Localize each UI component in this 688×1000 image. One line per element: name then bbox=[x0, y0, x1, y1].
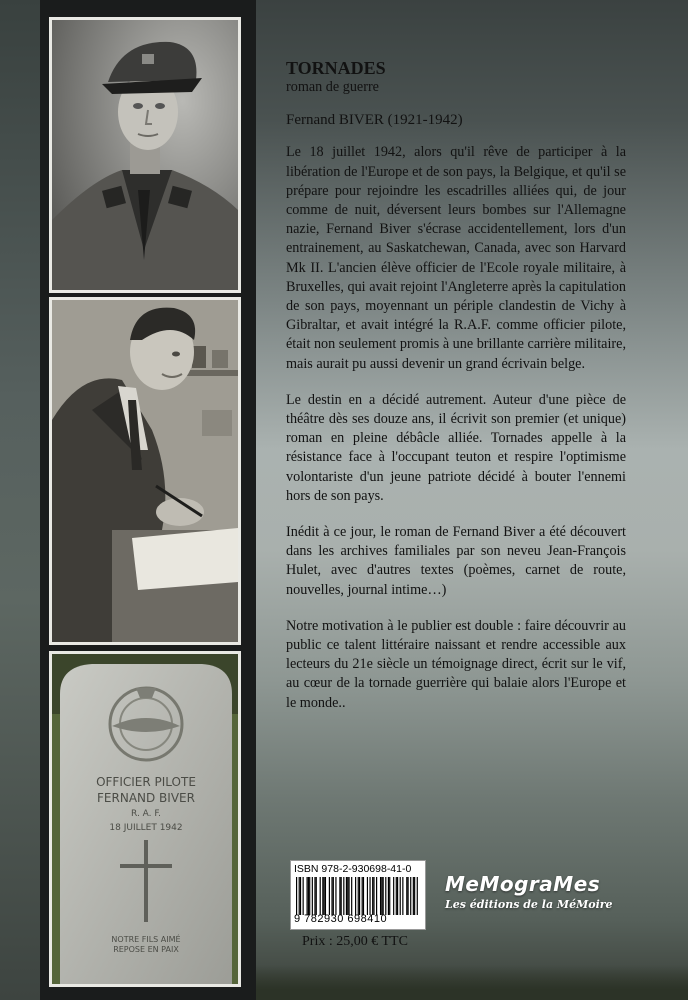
barcode-bar bbox=[312, 877, 313, 915]
barcode-bar bbox=[329, 877, 330, 915]
gravestone-epitaph2: REPOSE EN PAIX bbox=[113, 945, 179, 954]
publisher-tagline: Les éditions de la MéMoire bbox=[445, 898, 613, 911]
blurb-paragraph: Le destin en a décidé autrement. Auteur d'une pièce de théâtre dès ses douze ans, il écrivit son premier (et unique) roman en pleine débâcle alliée. Tornades appelle à la résistance face à l'occupant teuton et respire l'optimisme volontariste d'un jeune patriote décidé à bouter l'ennemi hors de son pays. bbox=[286, 391, 626, 504]
barcode-bar bbox=[316, 877, 317, 915]
barcode-bar bbox=[308, 877, 309, 915]
barcode-bar bbox=[339, 877, 340, 915]
gravestone-photo bbox=[49, 651, 241, 987]
price: Prix : 25,00 € TTC bbox=[302, 934, 408, 949]
barcode-bar bbox=[322, 877, 323, 915]
barcode-bar bbox=[320, 877, 321, 915]
barcode-bar bbox=[325, 877, 326, 915]
isbn-barcode bbox=[290, 860, 426, 930]
blurb-paragraph: Inédit à ce jour, le roman de Fernand Biver a été découvert dans les archives familiales par son neveu Jean-François Hulet, avec d'autres textes (poèmes, carnet de route, nouvelles, journal intime…) bbox=[286, 524, 626, 598]
barcode-bar bbox=[400, 877, 401, 915]
barcode-bar bbox=[296, 877, 297, 915]
barcode-icon bbox=[296, 877, 418, 915]
barcode-bar bbox=[343, 877, 344, 915]
blurb-text-panel bbox=[286, 58, 626, 730]
barcode-bar bbox=[383, 877, 384, 915]
writing-man-illustration bbox=[52, 300, 238, 642]
gravestone-illustration bbox=[52, 654, 238, 984]
book-author: Fernand BIVER (1921-1942) bbox=[286, 112, 463, 129]
barcode-bar bbox=[348, 877, 349, 915]
barcode-bar bbox=[362, 877, 363, 915]
barcode-bar bbox=[299, 877, 300, 915]
barcode-bar bbox=[402, 877, 403, 915]
barcode-bar bbox=[373, 877, 374, 915]
barcode-bar bbox=[359, 877, 360, 915]
barcode-bar bbox=[389, 877, 390, 915]
barcode-bar bbox=[376, 877, 377, 915]
gravestone-line3: R. A. F. bbox=[131, 809, 161, 819]
barcode-bar bbox=[347, 877, 348, 915]
barcode-bar bbox=[406, 877, 407, 915]
barcode-bar bbox=[369, 877, 370, 915]
publisher-logo bbox=[445, 872, 625, 911]
barcode-bar bbox=[303, 877, 304, 915]
barcode-bar bbox=[333, 877, 334, 915]
barcode-bar bbox=[397, 877, 398, 915]
barcode-bar bbox=[346, 877, 347, 915]
treeline bbox=[256, 965, 688, 1000]
publisher-name: MeMograMes bbox=[445, 872, 601, 896]
barcode-bar bbox=[300, 877, 301, 915]
barcode-bar bbox=[393, 877, 394, 915]
barcode-bar bbox=[414, 877, 415, 915]
barcode-bar bbox=[410, 877, 411, 915]
barcode-bar bbox=[413, 877, 414, 915]
barcode-bar bbox=[351, 877, 352, 915]
portrait-photo-uniform bbox=[49, 17, 241, 293]
book-title: TORNADES bbox=[286, 58, 386, 78]
barcode-bar bbox=[372, 877, 373, 915]
sky-strip bbox=[0, 0, 40, 1000]
barcode-bar bbox=[355, 877, 356, 915]
barcode-bar bbox=[306, 877, 307, 915]
barcode-bar bbox=[388, 877, 389, 915]
gravestone-line2: FERNAND BIVER bbox=[97, 791, 195, 805]
barcode-bar bbox=[314, 877, 315, 915]
barcode-bar bbox=[381, 877, 382, 915]
isbn-number: ISBN 978-2-930698-41-0 bbox=[294, 863, 412, 875]
barcode-bar bbox=[408, 877, 409, 915]
barcode-bar bbox=[358, 877, 359, 915]
barcode-bar bbox=[324, 877, 325, 915]
barcode-bar bbox=[341, 877, 342, 915]
barcode-bar bbox=[335, 877, 336, 915]
barcode-bar bbox=[367, 877, 368, 915]
book-subtitle: roman de guerre bbox=[286, 79, 379, 95]
gravestone-line4: 18 JUILLET 1942 bbox=[109, 823, 183, 833]
barcode-bar bbox=[380, 877, 381, 915]
blurb-paragraph: Notre motivation à le publier est double : faire découvrir au public ce talent littéraire naissant et rendre accessible aux lecteurs du 21e siècle un témoignage direct, écrit sur le vif, au cœur de la tornade guerrière qui balaie alors l'Europe et le monde.. bbox=[286, 617, 626, 711]
barcode-bar bbox=[396, 877, 397, 915]
writing-photo bbox=[49, 297, 241, 645]
barcode-bar bbox=[417, 877, 418, 915]
barcode-bar bbox=[363, 877, 364, 915]
barcode-digits: 9 782930 698410 bbox=[294, 913, 388, 925]
portrait-uniform-illustration bbox=[52, 20, 238, 290]
blurb-paragraph: Le 18 juillet 1942, alors qu'il rêve de participer à la libération de l'Europe et de son pays, la Belgique, et qu'il se prépare pour rejoindre les escadrilles alliées qui, de jour comme de nuit, déversent leurs bombes sur l'Allemagne nazie, Fernand Biver s'écrase accidentellement, lors d'un entrainement, au Saskatchewan, Canada, avec son Harvard Mk II. L'ancien élève officier de l'Ecole royale militaire, à Bruxelles, qui avait rejoint l'Angleterre après la capitulation de son pays, moyennant un périple clandestin de Vichy à Gibraltar, et avait intégré la R.A.F. comme officier pilote, était non seulement promis à une brillante carrière militaire, mais aurait pu aussi devenir un grand écrivain belge. bbox=[286, 144, 626, 372]
gravestone-epitaph1: NOTRE FILS AIMÉ bbox=[111, 935, 181, 944]
barcode-bar bbox=[331, 877, 332, 915]
gravestone-line1: OFFICIER PILOTE bbox=[96, 775, 196, 789]
barcode-bar bbox=[309, 877, 310, 915]
barcode-bar bbox=[385, 877, 386, 915]
